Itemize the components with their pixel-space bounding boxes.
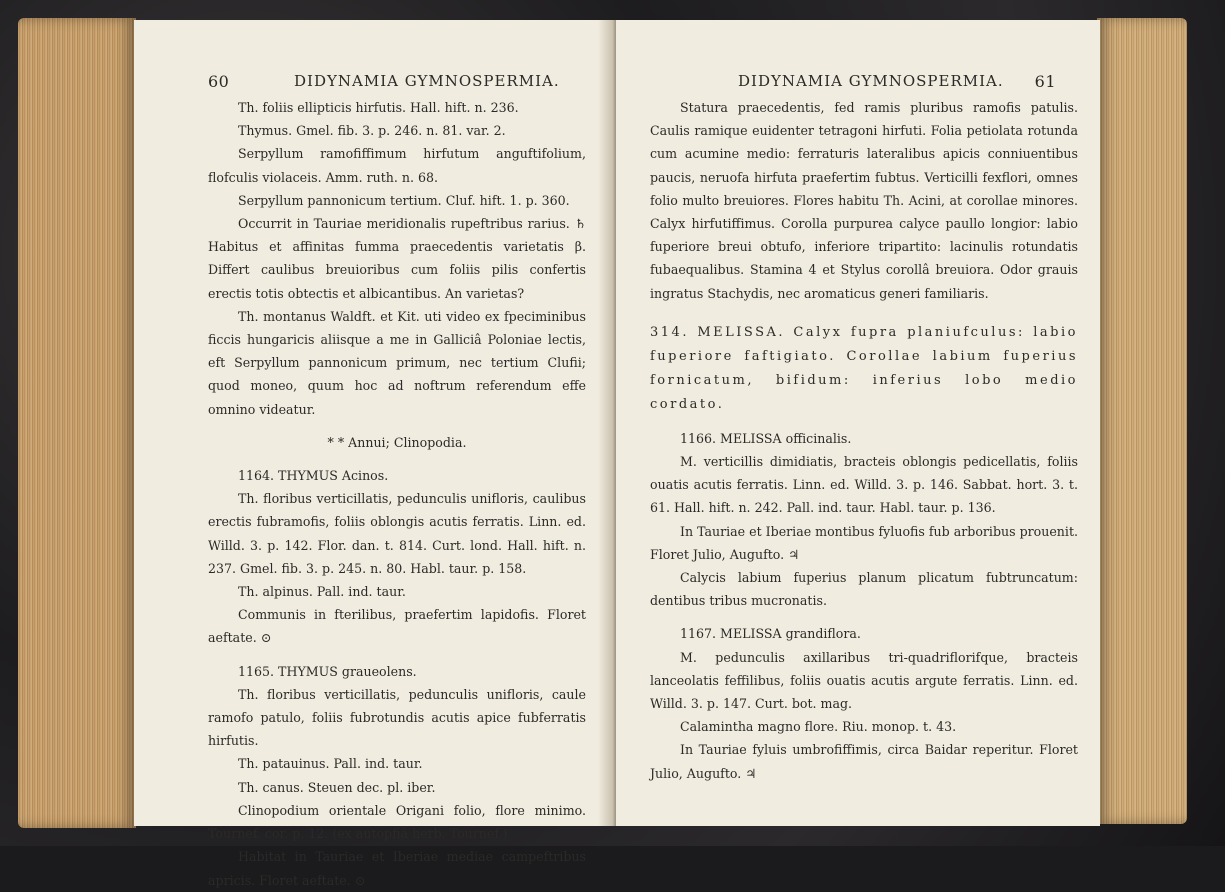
species-heading: 1165. THYMUS graueolens. bbox=[238, 663, 417, 679]
page-number: 60 bbox=[208, 72, 230, 91]
text-line: Th. patauinus. Pall. ind. taur. bbox=[238, 756, 423, 772]
text-paragraph: Occurrit in Tauriae meridionalis rupeftribus rarius. ♄ Habitus et affinitas fumma praecedentis varietatis β. Differt caulibus breuioribus cum foliis pilis confertis erectis totis obtectis et albicantibus. An varietas? bbox=[208, 216, 586, 301]
genus-heading: 314. MELISSA. Calyx fupra planiufculus: labio fuperiore faftigiato. Corollae labium fuperius fornicatum, bifidum: inferius lobo medio cordato. bbox=[650, 324, 1078, 412]
species-heading: 1167. MELISSA grandiflora. bbox=[680, 626, 861, 642]
text-line: Th. alpinus. Pall. ind. taur. bbox=[238, 584, 406, 600]
running-head: DIDYNAMIA GYMNOSPERMIA. bbox=[738, 72, 1004, 90]
species-heading: 1164. THYMUS Acinos. bbox=[238, 468, 389, 484]
text-paragraph: Calycis labium fuperius planum plicatum fubtruncatum: dentibus tribus mucronatis. bbox=[650, 570, 1078, 609]
text-paragraph: Th. montanus Waldft. et Kit. uti video ex fpeciminibus ficcis hungaricis aliisque a me in Galliciâ Poloniae lectis, eft Serpyllum pannonicum primum, nec tertium Clufii; quod moneo, quum hoc ad noftrum referendum effe omnino videatur. bbox=[208, 308, 586, 417]
text-paragraph: Communis in fterilibus, praefertim lapidofis. Floret aeftate. ⊙ bbox=[208, 607, 586, 646]
text-line: Th. foliis ellipticis hirfutis. Hall. hift. n. 236. bbox=[238, 100, 519, 115]
text-line: Calamintha magno flore. Riu. monop. t. 43. bbox=[680, 719, 957, 735]
text-line: Serpyllum pannonicum tertium. Cluf. hift. 1. p. 360. bbox=[238, 192, 570, 208]
text-paragraph: In Tauriae fyluis umbrofiffimis, circa Baidar reperitur. Floret Julio, Augufto. ♃ bbox=[650, 742, 1078, 781]
page-edges-right bbox=[1097, 18, 1187, 824]
right-page bbox=[616, 20, 1100, 826]
page-number: 61 bbox=[1034, 72, 1056, 91]
text-paragraph: In Tauriae et Iberiae montibus fyluofis fub arboribus prouenit. Floret Julio, Augufto. ♃ bbox=[650, 523, 1079, 562]
text-paragraph: M. pedunculis axillaribus tri-quadriflorifque, bracteis lanceolatis feffilibus, foliis ouatis acutis argute ferratis. Linn. ed. Willd. 3. p. 147. Curt. bot. mag. bbox=[650, 649, 1078, 712]
running-head: DIDYNAMIA GYMNOSPERMIA. bbox=[294, 72, 560, 90]
section-divider: * * Annui; Clinopodia. bbox=[327, 434, 467, 450]
text-line: Th. canus. Steuen dec. pl. iber. bbox=[238, 779, 436, 795]
text-line: Thymus. Gmel. fib. 3. p. 246. n. 81. var. 2. bbox=[238, 123, 506, 139]
text-paragraph: Th. floribus verticillatis, pedunculis unifloris, caule ramofo patulo, foliis fubrotundis acutis apice fubferratis hirfutis. bbox=[208, 686, 586, 749]
text-paragraph: Th. floribus verticillatis, pedunculis unifloris, caulibus erectis fubramofis, foliis oblongis acutis ferratis. Linn. ed. Willd. 3. p. 142. Flor. dan. t. 814. Curt. lond. Hall. hift. n. 237. Gmel. fib. 3. p. 245. n. 80. Habl. taur. p. 158. bbox=[208, 491, 586, 576]
species-heading: 1166. MELISSA officinalis. bbox=[680, 430, 852, 446]
text-paragraph: M. verticillis dimidiatis, bracteis oblongis pedicellatis, foliis ouatis acutis ferratis. Linn. ed. Willd. 3. p. 146. Sabbat. hort. 3. t. 61. Hall. hift. n. 242. Pall. ind. taur. Habl. taur. p. 136. bbox=[650, 454, 1078, 516]
left-page-header bbox=[208, 72, 586, 96]
left-page bbox=[134, 20, 616, 888]
text-paragraph: Statura praecedentis, fed ramis pluribus ramofis patulis. Caulis ramique euidenter tetragoni hirfuti. Folia petiolata rotunda cum acumine medio: ferraturis lateralibus apicis conniuentibus paucis, neruofa hirfuta praefertim fubtus. Verticilli fexflori, omnes folio multo breuiores. Flores habitu Th. Acini, at corollae minores. Calyx hirfutiffimus. Corolla purpurea calyce paullo longior: labio fuperiore breui obtufo, inferiore tripartito: lacinulis rotundatis fubaequalibus. Stamina 4 et Stylus corollâ breuiora. Odor grauis ingratus Stachydis, nec aromaticus generi familiaris. bbox=[650, 100, 1078, 301]
page-edges-left bbox=[18, 18, 136, 828]
right-page-header bbox=[650, 72, 1078, 96]
text-paragraph: Clinopodium orientale Origani folio, flore minimo. Tournef. cor. p. 12. (ex autopfiâ herb. Tournef.) bbox=[208, 802, 586, 842]
text-line: Serpyllum ramofiffimum hirfutum anguftifolium, flofculis violaceis. Amm. ruth. n. 68. bbox=[208, 146, 586, 185]
text-paragraph: Habitat in Tauriae et Iberiae mediae campeftribus apricis. Floret aeftate. ⊙ bbox=[208, 849, 586, 888]
